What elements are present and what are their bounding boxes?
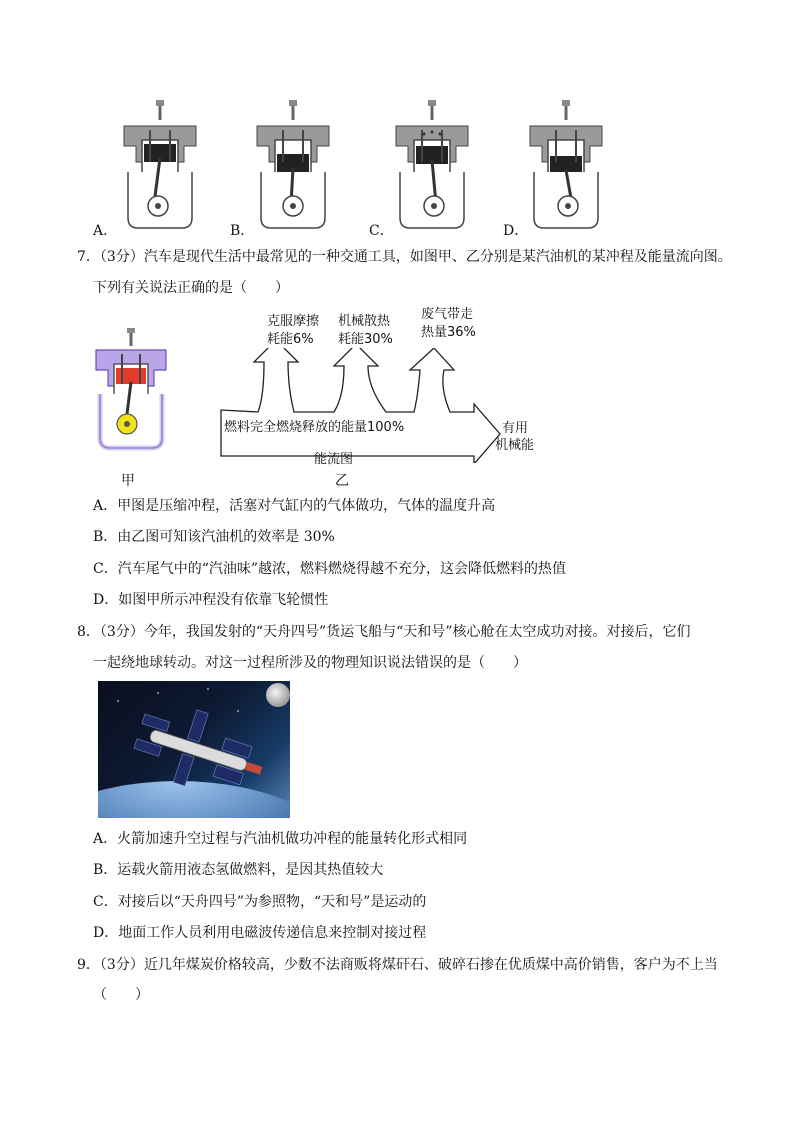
q9-stem-line1: 9．（3分）近几年煤炭价格较高，少数不法商贩将煤矸石、破碎石掺在优质煤中高价销售，客户为不上当 xyxy=(77,957,718,973)
figure-jia-label: 甲 xyxy=(121,473,135,489)
flow-caption: 能流图 xyxy=(314,452,354,467)
engine-diagram-b xyxy=(253,100,333,232)
q7-stem-line1: 7．（3分）汽车是现代生活中最常见的一种交通工具，如图甲、乙分别是某汽油机的某冲程及能量流向图。 xyxy=(77,249,732,265)
q8-option-a[interactable]: A．火箭加速升空过程与汽油机做功冲程的能量转化形式相同 xyxy=(93,831,468,847)
flow-arrow1-line1: 克服摩擦 xyxy=(267,314,320,329)
figure-yi-label: 乙 xyxy=(335,473,349,489)
q7-stem-line2: 下列有关说法正确的是（ ） xyxy=(93,280,289,296)
engine-diagram-a xyxy=(120,100,200,232)
space-station-photo xyxy=(98,681,290,818)
flow-main-label: 燃料完全燃烧释放的能量100% xyxy=(224,420,405,435)
q8-option-b[interactable]: B．运载火箭用液态氢做燃料，是因其热值较大 xyxy=(93,862,384,878)
q9-stem-line2: （ ） xyxy=(93,987,149,1003)
flow-output-line2: 机械能 xyxy=(495,438,535,453)
flow-arrow3-line2: 热量36% xyxy=(421,325,476,340)
flow-main-arrow xyxy=(221,348,500,463)
option-label-b[interactable]: B． xyxy=(230,223,255,239)
q8-option-c[interactable]: C．对接后以“天舟四号”为参照物，“天和号”是运动的 xyxy=(93,894,427,910)
engine-diagram-jia xyxy=(94,328,168,452)
option-label-c[interactable]: C． xyxy=(369,223,394,239)
flow-arrow3-line1: 废气带走 xyxy=(421,307,474,322)
flow-arrow2-line2: 耗能30% xyxy=(338,332,393,347)
q7-option-d[interactable]: D．如图甲所示冲程没有依靠飞轮惯性 xyxy=(93,592,329,608)
option-label-a[interactable]: A． xyxy=(93,223,118,239)
q7-option-a[interactable]: A．甲图是压缩冲程，活塞对气缸内的气体做功，气体的温度升高 xyxy=(93,498,496,514)
engine-diagram-c xyxy=(392,100,472,232)
q8-stem-line2: 一起绕地球转动。对这一过程所涉及的物理知识说法错误的是（ ） xyxy=(93,655,527,671)
engine-diagram-d xyxy=(526,100,606,232)
option-label-d[interactable]: D． xyxy=(503,223,529,239)
q7-option-c[interactable]: C．汽车尾气中的“汽油味”越浓，燃料燃烧得越不充分，这会降低燃料的热值 xyxy=(93,561,567,577)
energy-flow-diagram xyxy=(218,348,538,463)
flow-arrow2-line1: 机械散热 xyxy=(338,314,391,329)
q8-stem-line1: 8．（3分）今年，我国发射的“天舟四号”货运飞船与“天和号”核心舱在太空成功对接。对接后，它们 xyxy=(77,624,691,640)
q8-option-d[interactable]: D．地面工作人员利用电磁波传递信息来控制对接过程 xyxy=(93,925,427,941)
q7-option-b[interactable]: B．由乙图可知该汽油机的效率是 30% xyxy=(93,529,335,545)
flow-arrow1-line2: 耗能6% xyxy=(267,332,314,347)
flow-output-line1: 有用 xyxy=(502,421,529,436)
